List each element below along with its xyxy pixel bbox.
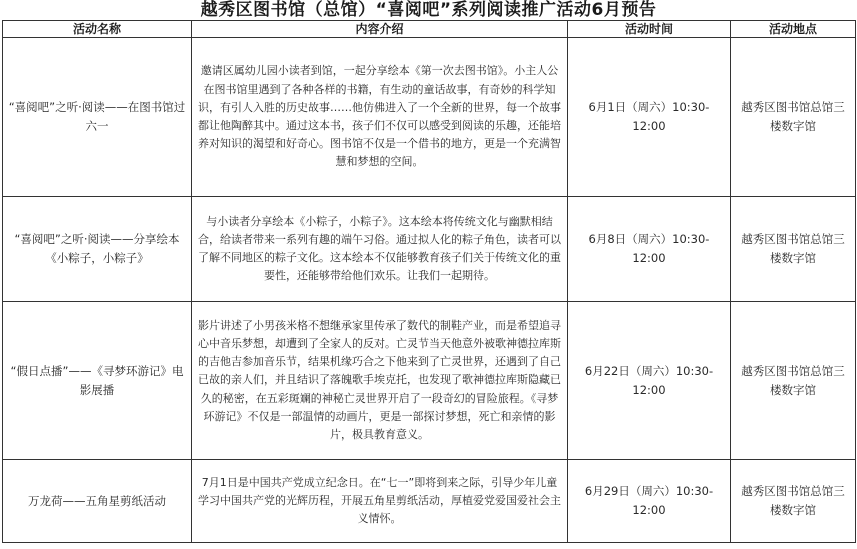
activity-name-cell: 万龙荷——五角星剪纸活动 <box>3 460 192 543</box>
activity-place-cell: 越秀区图书馆总馆三楼数字馆 <box>731 302 856 460</box>
activity-time-cell: 6月1日（周六）10:30-12:00 <box>568 38 731 197</box>
activity-place-cell: 越秀区图书馆总馆三楼数字馆 <box>731 197 856 302</box>
table-row <box>3 302 856 460</box>
content-intro-cell: 与小读者分享绘本《小粽子，小粽子》。这本绘本将传统文化与幽默相结合，给读者带来一系列有趣的端午习俗。通过拟人化的粽子角色，读者可以了解不同地区的粽子文化。这本绘本不仅能够教育孩子们关于传统文化的重要性，还能够带给他们欢乐。让我们一起期待。 <box>192 197 568 302</box>
activity-time-cell: 6月8日（周六）10:30-12:00 <box>568 197 731 302</box>
activity-time-cell: 6月22日（周六）10:30-12:00 <box>568 302 731 460</box>
content-intro-cell: 邀请区属幼儿园小读者到馆，一起分享绘本《第一次去图书馆》。小主人公在图书馆里遇到了各种各样的书籍，有生动的童话故事，有奇妙的科学知识，有引人入胜的历史故事……他仿佛进入了一个全新的世界，每一个故事都让他陶醉其中。通过这本书，孩子们不仅可以感受到阅读的乐趣，还能培养对知识的渴望和好奇心。图书馆不仅是一个借书的地方，更是一个充满智慧和梦想的空间。 <box>192 38 568 197</box>
table-row <box>3 38 856 197</box>
table-row <box>3 460 856 543</box>
header-content-intro: 内容介绍 <box>192 21 568 38</box>
header-activity-place: 活动地点 <box>731 21 856 38</box>
activity-schedule-table <box>2 20 856 543</box>
header-activity-name: 活动名称 <box>3 21 192 38</box>
activity-name-cell: “假日点播”——《寻梦环游记》电影展播 <box>3 302 192 460</box>
content-intro-cell: 7月1日是中国共产党成立纪念日。在“七一”即将到来之际，引导少年儿童学习中国共产党的光辉历程，开展五角星剪纸活动，厚植爱党爱国爱社会主义情怀。 <box>192 460 568 543</box>
table-header-row <box>3 21 856 38</box>
activity-time-cell: 6月29日（周六）10:30-12:00 <box>568 460 731 543</box>
activity-place-cell: 越秀区图书馆总馆三楼数字馆 <box>731 460 856 543</box>
table-row <box>3 197 856 302</box>
header-activity-time: 活动时间 <box>568 21 731 38</box>
activity-name-cell: “喜阅吧”之听·阅读——在图书馆过六一 <box>3 38 192 197</box>
content-intro-cell: 影片讲述了小男孩米格不想继承家里传承了数代的制鞋产业，而是希望追寻心中音乐梦想，却遭到了全家人的反对。亡灵节当天他意外被歌神德拉库斯的吉他吉参加音乐节，结果机缘巧合之下他来到了亡灵世界，还遇到了自己已故的亲人们，并且结识了落魄歌手埃克托，也发现了歌神德拉库斯隐藏已久的秘密，在五彩斑斓的神秘亡灵世界开启了一段奇幻的冒险旅程。《寻梦环游记》不仅是一部温情的动画片，更是一部探讨梦想，死亡和亲情的影片，极具教育意义。 <box>192 302 568 460</box>
activity-name-cell: “喜阅吧”之听·阅读——分享绘本《小粽子，小粽子》 <box>3 197 192 302</box>
activity-place-cell: 越秀区图书馆总馆三楼数字馆 <box>731 38 856 197</box>
page-title: 越秀区图书馆（总馆）“喜阅吧”系列阅读推广活动6月预告 <box>200 0 657 20</box>
